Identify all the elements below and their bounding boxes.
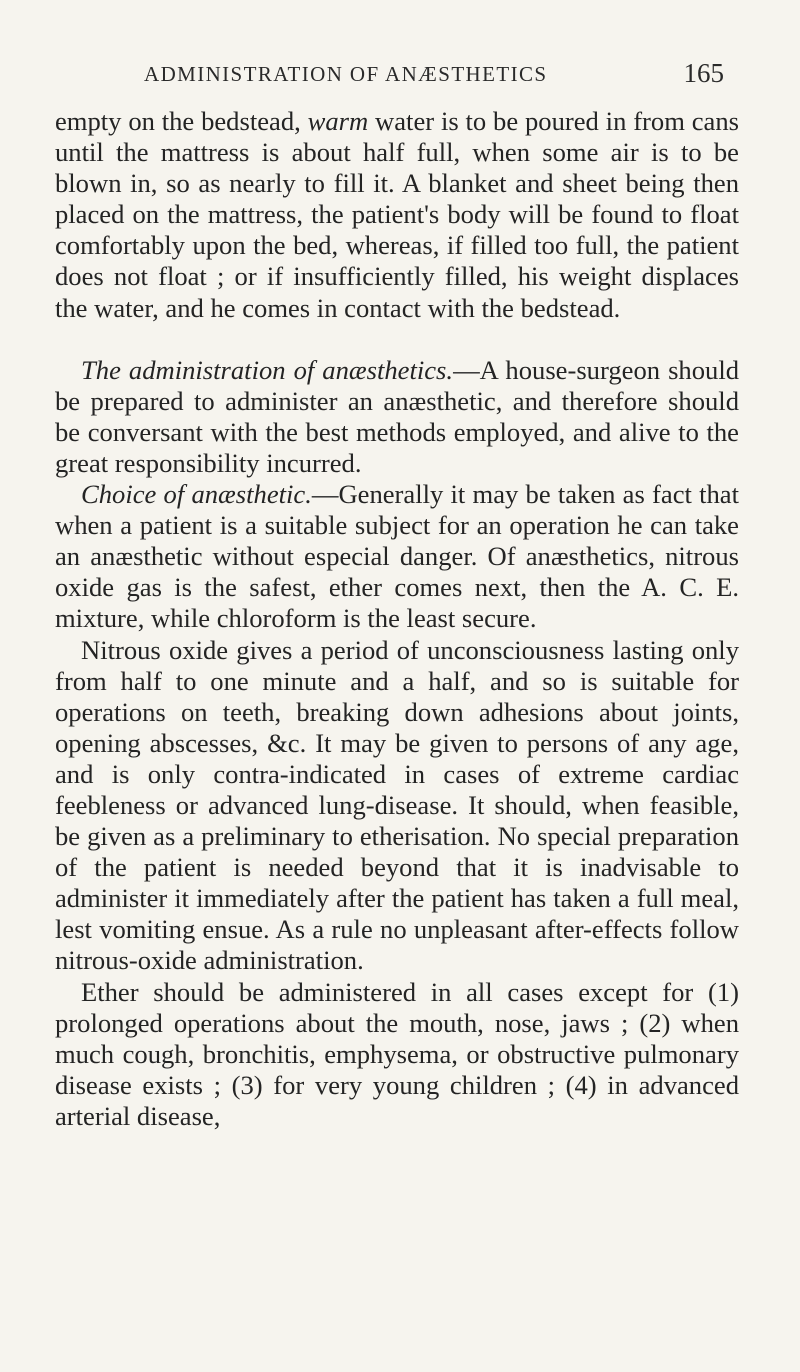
paragraph-nitrous-oxide: Nitrous oxide gives a period of unconsciousness lasting only from half to one minute and a half, and so is suitable for operations on teeth, breaking down adhesions about joints, opening abscesses, &c. It may be given to persons of any age, and is only contra-indicated in cases of extreme cardiac feebleness or advanced lung-disease. It should, when feasible, be given as a preliminary to etherisation. No special preparation of the patient is needed beyond that it is inadvisable to administer it immediately after the patient has taken a full meal, lest vomiting ensue. As a rule no unpleasant after-effects follow nitrous-oxide administration. [55,634,739,976]
paragraph-administration [55,355,739,479]
paragraph-bed-filling-rest: water is to be poured in from cans until the mattress is about half full, when some air is to be blown in, so as nearly to fill it. A blanket and sheet being then placed on the mattress, the patient's body will be found to float comfortably upon the bed, whereas, if filled too full, the patient does not float ; or if insufficiently filled, his weight displaces the water, and he comes in contact with the bedstead. [55,106,739,323]
paragraph-ether: Ether should be administered in all cases except for (1) prolonged operations about the mouth, nose, jaws ; (2) when much cough, bronchitis, emphysema, or obstructive pulmonary disease exists ; (3) for very young children ; (4) in advanced arterial disease, [55,976,739,1131]
section-heading-choice: Choice of anæsthetic. [81,479,312,510]
paragraph-bed-filling-start: empty on the bedstead, [55,106,308,136]
body-text [55,106,739,1132]
paragraph-choice-body: —Generally it may be taken as fact that when a patient is a suitable subject for an operation he can take an anæsthetic without especial danger. Of anæsthetics, nitrous oxide gas is the safest, ether comes next, then the A. C. E. mixture, while chloroform is the least secure. [55,479,739,634]
page-number: 165 [683,58,724,88]
paragraph-administration-body: —A house-surgeon should be prepared to administer an anæsthetic, and therefore should be conversant with the best methods employed, and alive to the great responsibility incurred. [55,354,739,478]
section-heading-administration: The administration of anæsthetics. [81,354,454,385]
running-head-title: ADMINISTRATION OF ANÆSTHETICS [144,62,548,86]
paragraph-choice [55,479,739,634]
emphasis-warm: warm [307,106,369,136]
paragraph-bed-filling [55,106,739,324]
running-head [144,58,724,94]
section-gap [55,324,739,355]
